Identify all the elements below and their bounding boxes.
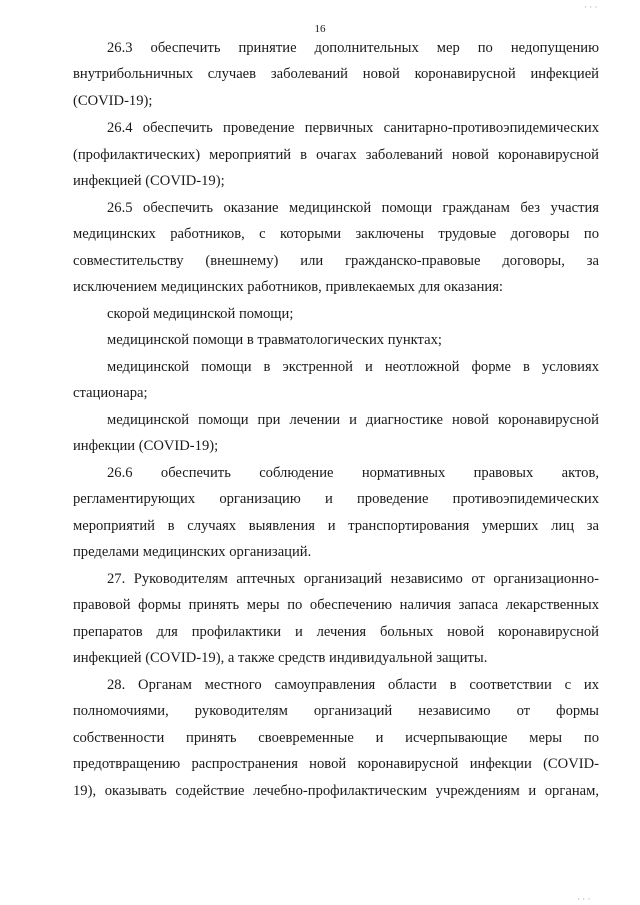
text-line: инфекцией (COVID-19), а также средств индивидуальной защиты. (73, 650, 488, 666)
text-line: внутрибольничных случаев заболеваний новой коронавирусной инфекцией (73, 66, 599, 82)
text-line: пределами медицинских организаций. (73, 544, 312, 560)
text-line: скорой медицинской помощи; (107, 306, 294, 322)
text-line: стационара; (73, 385, 148, 401)
text-line: 26.3 обеспечить принятие дополнительных мер по недопущению (107, 40, 599, 56)
page-number: 16 (314, 23, 326, 35)
text-line: полномочиями, руководителям организаций независимо от формы (73, 703, 599, 719)
text-line: инфекции (COVID-19); (73, 438, 219, 454)
text-line: 27. Руководителям аптечных организаций независимо от организационно- (107, 571, 599, 587)
text-line: медицинской помощи при лечении и диагностике новой коронавирусной (107, 412, 599, 428)
text-line: исключением медицинских работников, привлекаемых для оказания: (73, 279, 503, 295)
text-line: медицинской помощи в травматологических пунктах; (107, 332, 442, 348)
text-line: 19), оказывать содействие лечебно-профилактическим учреждениям и органам, (73, 783, 599, 799)
text-line: медицинских работников, с которыми заключены трудовые договоры по (73, 226, 599, 242)
text-line: инфекцией (COVID-19); (73, 173, 225, 189)
text-line: медицинской помощи в экстренной и неотложной форме в условиях (107, 359, 599, 375)
text-line: (COVID-19); (73, 93, 153, 109)
text-line: 26.6 обеспечить соблюдение нормативных правовых актов, (107, 465, 599, 481)
text-line: собственности принять своевременные и исчерпывающие меры по (73, 730, 599, 746)
text-line: совместительству (внешнему) или гражданско-правовые договоры, за (73, 253, 599, 269)
text-line: 26.4 обеспечить проведение первичных санитарно-противоэпидемических (107, 120, 599, 136)
text-line: 28. Органам местного самоуправления области в соответствии с их (107, 677, 599, 693)
text-line: предотвращению распространения новой коронавирусной инфекции (COVID- (73, 756, 599, 772)
text-line: 26.5 обеспечить оказание медицинской помощи гражданам без участия (107, 200, 599, 216)
scan-artifact-mark: · · · (584, 2, 598, 12)
text-line: препаратов для профилактики и лечения больных новой коронавирусной (73, 624, 599, 640)
scan-artifact-mark: · · · (577, 894, 591, 904)
text-line: регламентирующих организацию и проведение противоэпидемических (73, 491, 599, 507)
text-line: (профилактических) мероприятий в очагах заболеваний новой коронавирусной (73, 147, 599, 163)
text-line: правовой формы принять меры по обеспечению наличия запаса лекарственных (73, 597, 599, 613)
text-line: мероприятий в случаях выявления и транспортирования умерших лиц за (73, 518, 599, 534)
